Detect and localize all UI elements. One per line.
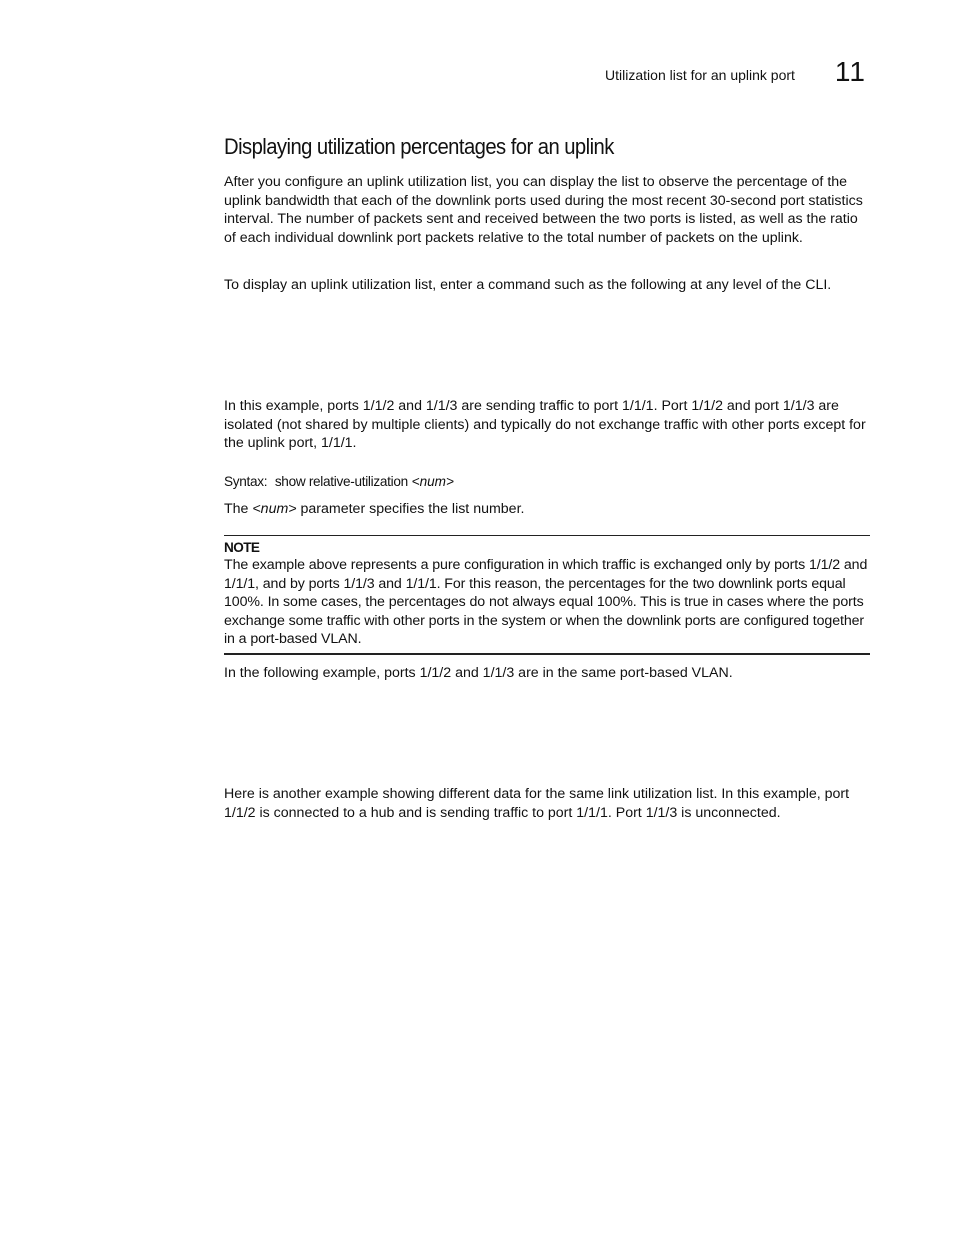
parameter-suffix: parameter specifies the list number. [296, 501, 525, 517]
syntax-argument: <num> [411, 474, 454, 489]
note-bottom-rule [224, 653, 870, 655]
note-text: The example above represents a pure configuration in which traffic is exchanged only by ports 1/1/2 and 1/1/1, and by ports 1/1/3 and 1/1/1. For this reason, the percentages for the two downlink ports equal 100%. In some cases, the percentages do not always equal 100%. This is true in cases where the ports exchange some traffic with other ports in the system or when the downlink ports are configured together in a port-based VLAN. [224, 557, 868, 648]
example-2-paragraph: In the following example, ports 1/1/2 and 1/1/3 are in the same port-based VLAN. [224, 665, 733, 681]
section-heading: Displaying utilization percentages for an uplink [224, 134, 614, 159]
syntax-label: Syntax: [224, 474, 268, 489]
instruction-paragraph: To display an uplink utilization list, enter a command such as the following at any level of the CLI. [224, 277, 832, 293]
note-top-rule [224, 535, 870, 536]
syntax-command: show relative-utilization [274, 474, 408, 489]
parameter-argument: <num> [252, 501, 297, 517]
syntax-line [224, 473, 454, 491]
running-header [605, 58, 866, 86]
example-1-paragraph: In this example, ports 1/1/2 and 1/1/3 are sending traffic to port 1/1/1. Port 1/1/2 and port 1/1/3 are isolated (not shared by multiple clients) and typically do not exchange traffic with other ports except for the uplink port, 1/1/1. [224, 398, 866, 452]
chapter-number: 11 [834, 56, 866, 87]
intro-paragraph: After you configure an uplink utilization list, you can display the list to observe the percentage of the uplink bandwidth that each of the downlink ports used during the most recent 30-second port statistics interval. The number of packets sent and received between the two ports is listed, as well as the ratio of each individual downlink port packets relative to the total number of packets on the uplink. [224, 174, 863, 246]
note-label: NOTE [224, 540, 260, 555]
example-3-paragraph: Here is another example showing different data for the same link utilization list. In this example, port 1/1/2 is connected to a hub and is sending traffic to port 1/1/1. Port 1/1/3 is unconnected. [224, 786, 850, 821]
parameter-description [224, 500, 870, 519]
running-title: Utilization list for an uplink port [605, 67, 795, 83]
parameter-prefix: The [224, 501, 253, 517]
